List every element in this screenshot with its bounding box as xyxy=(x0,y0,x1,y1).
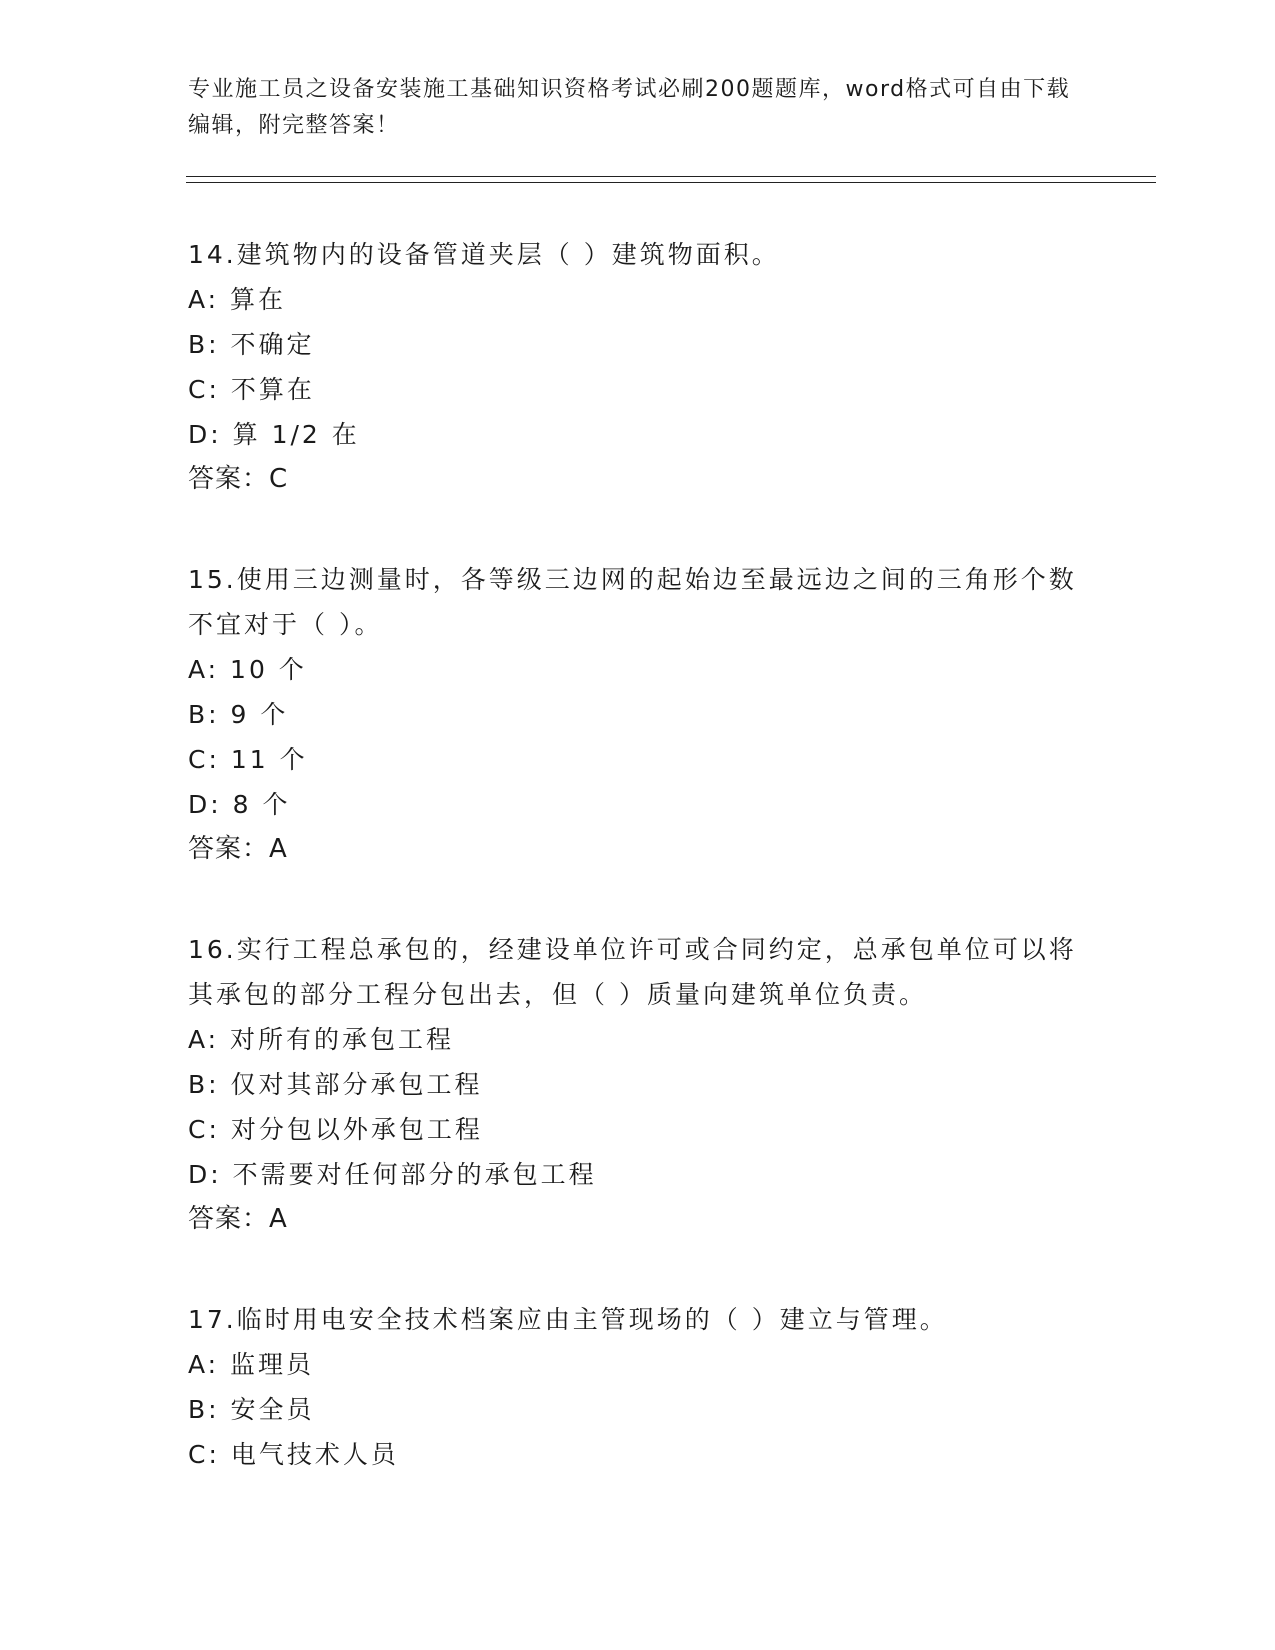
option-c: C: 对分包以外承包工程 xyxy=(188,1115,483,1144)
question-16 xyxy=(188,927,1088,1242)
question-15 xyxy=(188,557,1088,872)
option-d: D: 8 个 xyxy=(188,790,291,819)
answer-label: 答案：A xyxy=(188,834,288,864)
option-c: C: 11 个 xyxy=(188,745,308,774)
question-stem: 17.临时用电安全技术档案应由主管现场的（ ）建立与管理。 xyxy=(188,1305,948,1334)
question-list xyxy=(188,232,1088,1537)
option-d: D: 不需要对任何部分的承包工程 xyxy=(188,1160,597,1189)
question-stem: 14.建筑物内的设备管道夹层（ ）建筑物面积。 xyxy=(188,240,780,269)
option-a: A: 10 个 xyxy=(188,655,307,684)
answer-label: 答案：C xyxy=(188,464,289,494)
option-a: A: 对所有的承包工程 xyxy=(188,1025,455,1054)
header-divider-bottom xyxy=(186,182,1156,183)
option-b: B: 9 个 xyxy=(188,700,289,729)
question-17 xyxy=(188,1297,1088,1477)
question-14 xyxy=(188,232,1088,502)
option-b: B: 不确定 xyxy=(188,330,315,359)
option-b: B: 仅对其部分承包工程 xyxy=(188,1070,483,1099)
option-a: A: 监理员 xyxy=(188,1350,315,1379)
question-stem: 15.使用三边测量时，各等级三边网的起始边至最远边之间的三角形个数不宜对于（ ）。 xyxy=(188,565,1077,639)
document-title: 专业施工员之设备安装施工基础知识资格考试必刷200题题库，word格式可自由下载编辑，附完整答案！ xyxy=(188,77,1071,138)
answer-label: 答案：A xyxy=(188,1204,288,1234)
option-b: B: 安全员 xyxy=(188,1395,315,1424)
header-divider-top xyxy=(186,176,1156,177)
option-d: D: 算 1/2 在 xyxy=(188,420,360,449)
option-a: A: 算在 xyxy=(188,285,287,314)
option-c: C: 电气技术人员 xyxy=(188,1440,399,1469)
option-c: C: 不算在 xyxy=(188,375,315,404)
document-header xyxy=(188,72,1088,144)
question-stem: 16.实行工程总承包的，经建设单位许可或合同约定，总承包单位可以将其承包的部分工程分包出去，但（ ）质量向建筑单位负责。 xyxy=(188,935,1077,1009)
